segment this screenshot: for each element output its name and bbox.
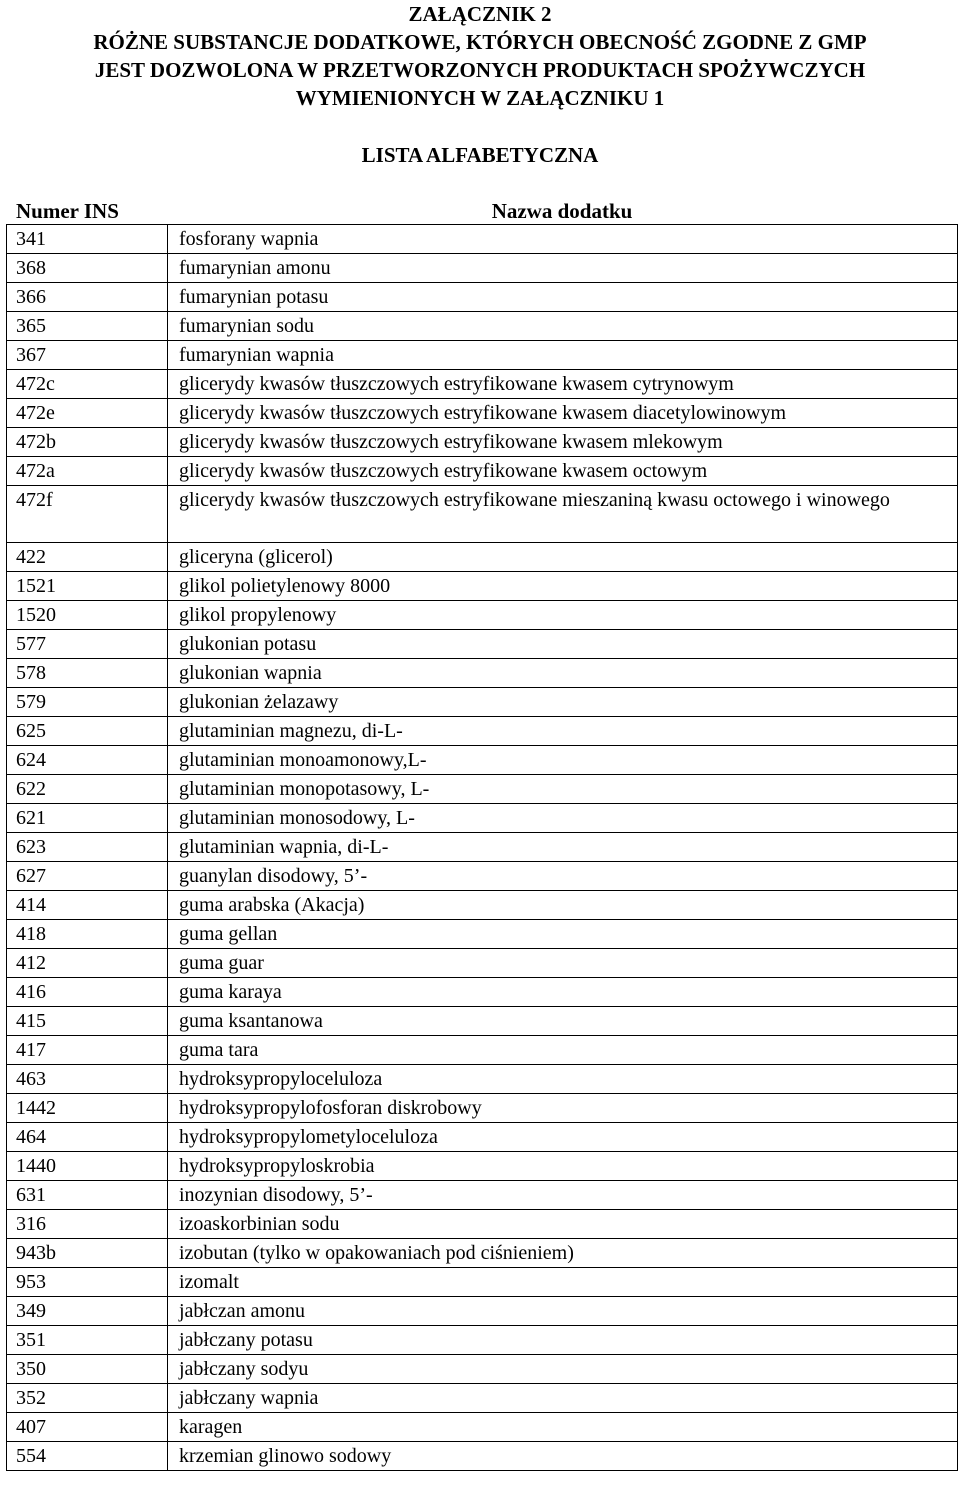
table-row [7,1093,958,1122]
table-row [7,832,958,861]
additive-name: glukonian wapnia [168,658,958,687]
additive-name: izoaskorbinian sodu [168,1209,958,1238]
additive-name: fumarynian sodu [168,312,958,341]
table-row [7,716,958,745]
ins-number: 366 [7,283,168,312]
table-row [7,341,958,370]
additive-name: fumarynian amonu [168,254,958,283]
ins-number: 350 [7,1354,168,1383]
table-row [7,486,958,543]
additive-name: glutaminian monopotasowy, L- [168,774,958,803]
ins-number: 316 [7,1209,168,1238]
ins-number: 472f [7,486,168,543]
additive-name: glicerydy kwasów tłuszczowych estryfikowane kwasem diacetylowinowym [168,399,958,428]
additive-name: glutaminian monosodowy, L- [168,803,958,832]
additive-name: krzemian glinowo sodowy [168,1441,958,1470]
additive-name: glutaminian wapnia, di-L- [168,832,958,861]
table-row [7,948,958,977]
table-row [7,457,958,486]
ins-number: 352 [7,1383,168,1412]
additive-name: guanylan disodowy, 5’- [168,861,958,890]
ins-number: 472b [7,428,168,457]
additive-name: fosforany wapnia [168,225,958,254]
table-row [7,571,958,600]
table-row [7,1383,958,1412]
ins-number: 953 [7,1267,168,1296]
ins-number: 407 [7,1412,168,1441]
additive-name: jabłczan amonu [168,1296,958,1325]
table-row [7,1238,958,1267]
annex-title: ZAŁĄCZNIK 2 [408,2,552,26]
ins-number: 416 [7,977,168,1006]
ins-number: 622 [7,774,168,803]
table-row [7,1151,958,1180]
additive-name: fumarynian wapnia [168,341,958,370]
table-row [7,283,958,312]
ins-number: 472a [7,457,168,486]
ins-number: 621 [7,803,168,832]
additive-name: jabłczany potasu [168,1325,958,1354]
ins-number: 412 [7,948,168,977]
list-subtitle: LISTA ALFABETYCZNA [361,143,599,167]
additive-name: jabłczany sodyu [168,1354,958,1383]
table-row [7,600,958,629]
additive-name: glicerydy kwasów tłuszczowych estryfikowane kwasem octowym [168,457,958,486]
table-row [7,1122,958,1151]
table-row [7,312,958,341]
ins-number: 627 [7,861,168,890]
column-header-ins: Numer INS [16,199,119,223]
ins-number: 1440 [7,1151,168,1180]
ins-number: 943b [7,1238,168,1267]
table-row [7,1412,958,1441]
additive-name: gliceryna (glicerol) [168,542,958,571]
additive-name: hydroksypropylometyloceluloza [168,1122,958,1151]
additive-name: jabłczany wapnia [168,1383,958,1412]
ins-number: 624 [7,745,168,774]
additive-name: glukonian potasu [168,629,958,658]
table-row [7,1354,958,1383]
ins-number: 341 [7,225,168,254]
table-row [7,658,958,687]
ins-number: 554 [7,1441,168,1470]
ins-number: 631 [7,1180,168,1209]
ins-number: 422 [7,542,168,571]
ins-number: 472e [7,399,168,428]
table-row [7,803,958,832]
table-row [7,890,958,919]
additive-name: glukonian żelazawy [168,687,958,716]
table-row [7,399,958,428]
additive-name: hydroksypropylofosforan diskrobowy [168,1093,958,1122]
table-row [7,745,958,774]
ins-number: 1520 [7,600,168,629]
additive-name: glikol polietylenowy 8000 [168,571,958,600]
additive-name: izobutan (tylko w opakowaniach pod ciśnieniem) [168,1238,958,1267]
additives-table-body [7,225,958,1471]
additive-name: guma gellan [168,919,958,948]
ins-number: 623 [7,832,168,861]
additive-name: guma arabska (Akacja) [168,890,958,919]
table-row [7,977,958,1006]
heading-line-2: JEST DOZWOLONA W PRZETWORZONYCH PRODUKTACH SPOŻYWCZYCH [94,58,866,82]
ins-number: 414 [7,890,168,919]
ins-number: 417 [7,1035,168,1064]
ins-number: 351 [7,1325,168,1354]
ins-number: 1442 [7,1093,168,1122]
ins-number: 464 [7,1122,168,1151]
ins-number: 1521 [7,571,168,600]
column-header-name: Nazwa dodatku [491,199,633,223]
additive-name: glicerydy kwasów tłuszczowych estryfikowane kwasem mlekowym [168,428,958,457]
additive-name: guma ksantanowa [168,1006,958,1035]
table-row [7,1441,958,1470]
table-row [7,254,958,283]
additive-name: glicerydy kwasów tłuszczowych estryfikowane mieszaniną kwasu octowego i winowego [168,486,958,543]
table-row [7,370,958,399]
additive-name: guma karaya [168,977,958,1006]
ins-number: 579 [7,687,168,716]
table-row [7,687,958,716]
ins-number: 577 [7,629,168,658]
table-row [7,1064,958,1093]
ins-number: 418 [7,919,168,948]
ins-number: 578 [7,658,168,687]
table-row [7,861,958,890]
table-row [7,1209,958,1238]
table-row [7,1296,958,1325]
table-row [7,1267,958,1296]
ins-number: 625 [7,716,168,745]
table-row [7,428,958,457]
table-row [7,542,958,571]
additive-name: hydroksypropyloceluloza [168,1064,958,1093]
additive-name: glikol propylenowy [168,600,958,629]
table-row [7,1325,958,1354]
additive-name: izomalt [168,1267,958,1296]
additive-name: karagen [168,1412,958,1441]
additive-name: inozynian disodowy, 5’- [168,1180,958,1209]
additive-name: glicerydy kwasów tłuszczowych estryfikowane kwasem cytrynowym [168,370,958,399]
ins-number: 365 [7,312,168,341]
ins-number: 463 [7,1064,168,1093]
additive-name: glutaminian magnezu, di-L- [168,716,958,745]
additive-name: glutaminian monoamonowy,L- [168,745,958,774]
table-row [7,1180,958,1209]
ins-number: 368 [7,254,168,283]
table-row [7,225,958,254]
additive-name: hydroksypropyloskrobia [168,1151,958,1180]
table-row [7,629,958,658]
heading-line-1: RÓŻNE SUBSTANCJE DODATKOWE, KTÓRYCH OBECNOŚĆ ZGODNE Z GMP [93,30,867,54]
additives-table [6,224,958,1471]
additive-name: guma guar [168,948,958,977]
additive-name: guma tara [168,1035,958,1064]
additive-name: fumarynian potasu [168,283,958,312]
heading-line-3: WYMIENIONYCH W ZAŁĄCZNIKU 1 [295,86,665,110]
table-row [7,1035,958,1064]
ins-number: 367 [7,341,168,370]
ins-number: 415 [7,1006,168,1035]
table-row [7,774,958,803]
ins-number: 472c [7,370,168,399]
table-row [7,919,958,948]
table-row [7,1006,958,1035]
ins-number: 349 [7,1296,168,1325]
